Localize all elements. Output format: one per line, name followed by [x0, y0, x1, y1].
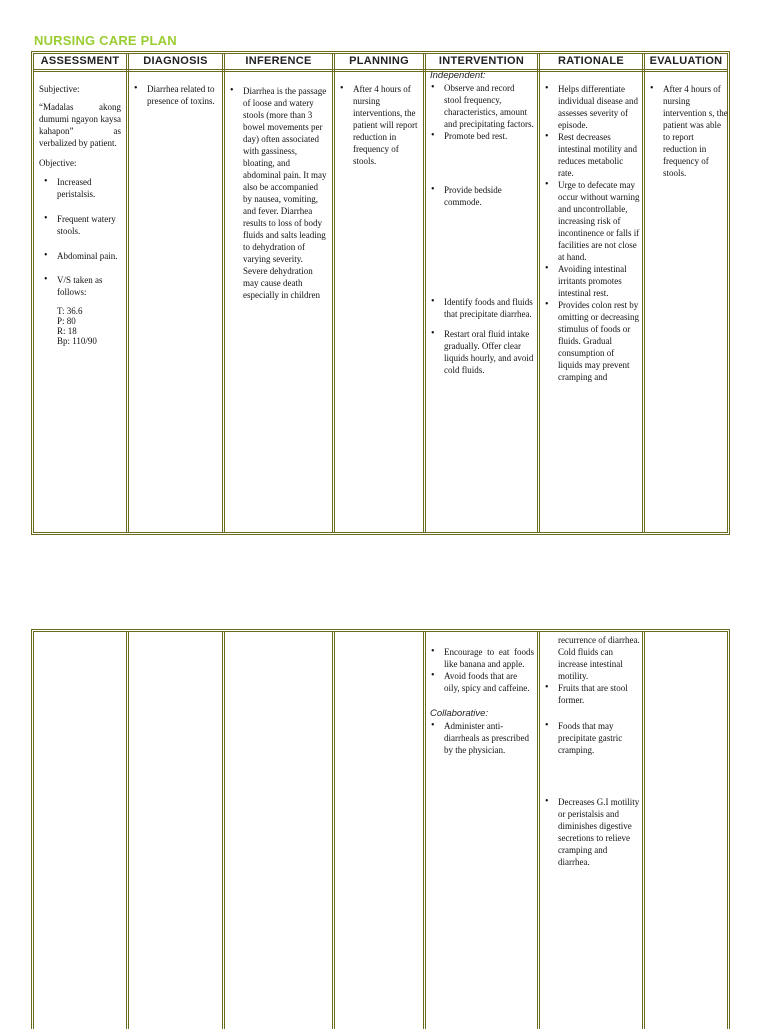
rationale-item: • Rest decreases intestinal motility and reduces metabolic rate. [540, 131, 640, 179]
vital-bp: Bp: 110/90 [57, 336, 97, 346]
assessment-cell [39, 83, 121, 346]
header-intervention: INTERVENTION [438, 55, 525, 67]
planning-cell [335, 83, 421, 167]
vital-temp: T: 36.6 [57, 306, 83, 316]
rationale-item: • Avoiding intestinal irritants promotes intestinal rest. [540, 263, 640, 299]
vital-pulse: P: 80 [57, 316, 76, 326]
header-planning: PLANNING [349, 55, 409, 67]
collaborative-label: Collaborative: [430, 708, 489, 719]
inference-cell [225, 85, 328, 301]
objective-item: • Frequent watery stools. [39, 213, 121, 237]
page-title: NURSING CARE PLAN [34, 33, 177, 48]
header-evaluation: EVALUATION [649, 55, 723, 67]
intervention-cell-cont [426, 646, 534, 756]
planning-text: • After 4 hours of nursing interventions, the patient will report reduction in frequency of stools. [335, 83, 421, 167]
vital-signs [39, 306, 121, 346]
header-row [34, 54, 727, 72]
header-diagnosis: DIAGNOSIS [143, 55, 208, 67]
intervention-item: • Observe and record stool frequency, characteristics, amount and precipitating factors. [426, 82, 534, 130]
care-plan-table-page-2 [31, 629, 730, 1029]
header-assessment: ASSESSMENT [40, 55, 120, 67]
objective-label: Objective: [39, 158, 77, 168]
intervention-item: • Promote bed rest. [426, 130, 534, 142]
intervention-cell [426, 70, 534, 376]
rationale-item: • Foods that may precipitate gastric cramping. [540, 720, 640, 756]
intervention-item: • Provide bedside commode. [426, 184, 534, 208]
evaluation-text: • After 4 hours of nursing intervention s, the patient was able to report reduction in frequency of stools. [645, 83, 729, 179]
diagnosis-text: • Diarrhea related to presence of toxins. [129, 83, 215, 107]
rationale-cell-cont [540, 634, 640, 868]
header-rationale: RATIONALE [557, 55, 625, 67]
intervention-item: • Administer anti-diarrheals as prescribed by the physician. [426, 720, 534, 756]
subjective-quote: “Madalas akong dumumi ngayon kaysa kahapon” as verbalized by patient. [39, 102, 121, 148]
intervention-item: • Encourage to eat foods like banana and apple. [426, 646, 534, 670]
objective-item: • V/S taken as follows: [39, 274, 121, 298]
objective-item: • Increased peristalsis. [39, 176, 121, 200]
intervention-item: • Avoid foods that are oily, spicy and caffeine. [426, 670, 534, 694]
rationale-cell [540, 83, 640, 383]
rationale-continued-text: recurrence of diarrhea. Cold fluids can increase intestinal motility. [558, 635, 640, 681]
evaluation-cell [645, 83, 729, 179]
rationale-item: • Decreases G.I motility or peristalsis and diminishes digestive secretions to relieve cramping and diarrhea. [540, 796, 640, 868]
independent-label: Independent: [430, 70, 486, 81]
intervention-item: • Restart oral fluid intake gradually. Offer clear liquids hourly, and avoid cold fluids. [426, 328, 534, 376]
vital-resp: R: 18 [57, 326, 77, 336]
objective-item: • Abdominal pain. [39, 250, 121, 262]
diagnosis-cell [129, 83, 215, 107]
rationale-item: • Fruits that are stool former. [540, 682, 640, 706]
care-plan-table-page-1 [31, 51, 730, 535]
rationale-item: • Provides colon rest by omitting or decreasing stimulus of foods or fluids. Gradual consumption of liquids may prevent cramping and [540, 299, 640, 383]
rationale-item: • Helps differentiate individual disease and assesses severity of episode. [540, 83, 640, 131]
subjective-label: Subjective: [39, 84, 80, 94]
intervention-item: • Identify foods and fluids that precipitate diarrhea. [426, 296, 534, 320]
inference-text: • Diarrhea is the passage of loose and watery stools (more than 3 bowel movements per day) often associated with gassiness, bloating, and abdominal pain. It may also be accompanied by nausea, vomiting, and fever. Diarrhea results to loss of body fluids and salts leading to dehydration of varying severity. Severe dehydration may cause death especially in children [225, 85, 328, 301]
rationale-item: • Urge to defecate may occur without warning and uncontrollable, increasing risk of incontinence or falls if facilities are not close at hand. [540, 179, 640, 263]
header-inference: INFERENCE [245, 55, 312, 67]
